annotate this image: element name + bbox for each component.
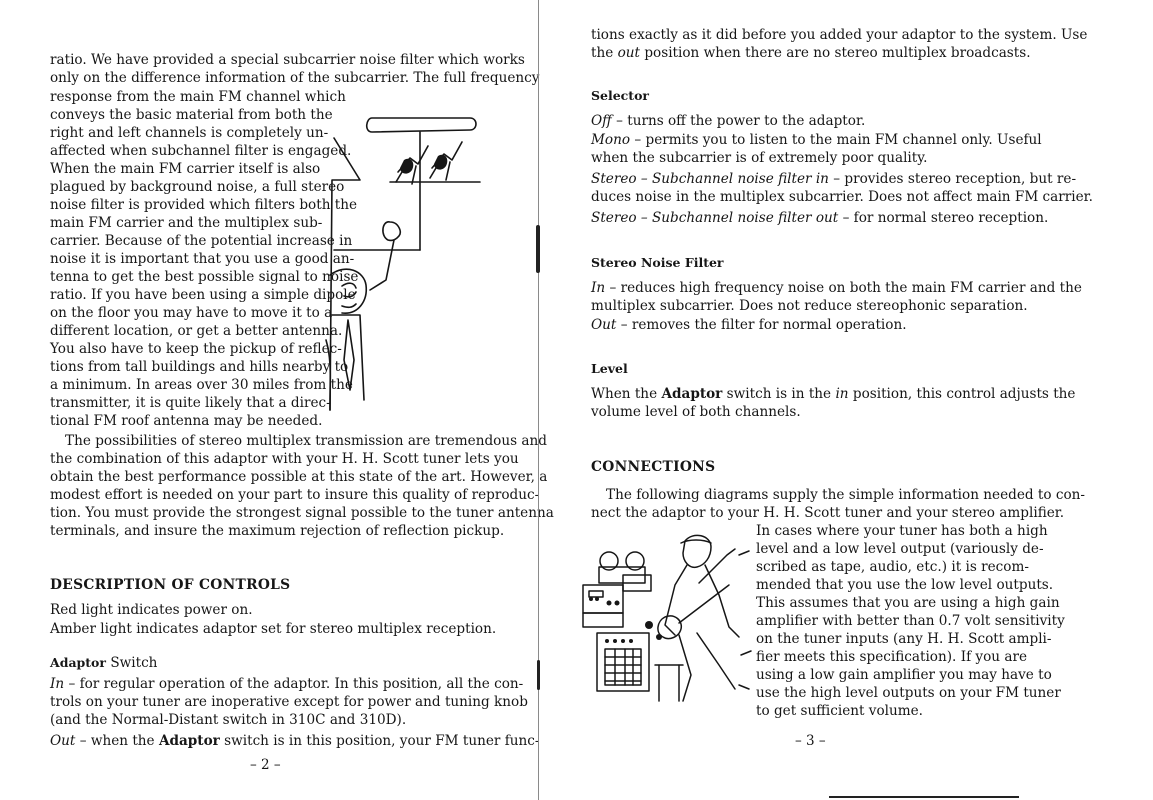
noise-in-term: In (591, 280, 606, 296)
selector-heading: Selector (591, 88, 649, 103)
connections-line: scribed as tape, audio, etc.) it is recom- (756, 559, 1029, 575)
text-line: noise it is important that you use a good an- (50, 251, 355, 267)
description-of-controls-heading: DESCRIPTION OF CONTROLS (50, 577, 291, 593)
stereo-noise-filter-heading: Stereo Noise Filter (591, 255, 724, 270)
stereo-in-desc: – provides stereo reception, but re- (833, 171, 1077, 187)
connections-line: level and a low level output (variously de- (756, 541, 1044, 557)
cont-term: out (617, 45, 640, 61)
level-line-1 (591, 385, 1076, 403)
text-line: You also have to keep the pickup of reflec- (50, 341, 342, 357)
adaptor-heading-bold: Adaptor (50, 655, 106, 670)
mono-term: Mono (591, 132, 631, 148)
cont-b: position when there are no stereo multiplex broadcasts. (644, 45, 1031, 61)
left-page (0, 0, 554, 800)
noise-out-desc: – removes the filter for normal operation. (620, 317, 907, 333)
adaptor-heading-rest: Switch (110, 655, 158, 671)
text-line: conveys the basic material from both the (50, 107, 333, 123)
stereo-out-desc: – for normal stereo reception. (842, 210, 1049, 226)
text-line: response from the main FM channel which (50, 89, 346, 105)
page-number-left: – 2 – (250, 757, 281, 773)
selector-stereo-in-cont: duces noise in the multiplex subcarrier. Does not affect main FM carrier. (591, 189, 1093, 205)
page-number-right: – 3 – (795, 733, 826, 749)
text-line: carrier. Because of the potential increase in (50, 233, 353, 249)
text-line: obtain the best performance possible at this state of the art. However, a (50, 469, 548, 485)
noise-filter-in-cont: multiplex subcarrier. Does not reduce stereophonic separation. (591, 298, 1028, 314)
text-line: on the floor you may have to move it to a (50, 305, 333, 321)
noise-in-desc: – reduces high frequency noise on both the main FM carrier and the (609, 280, 1082, 296)
red-light-text: Red light indicates power on. (50, 602, 253, 618)
amber-light-text: Amber light indicates adaptor set for stereo multiplex reception. (50, 621, 497, 637)
noise-out-term: Out (591, 317, 617, 333)
text-line: main FM carrier and the multiplex sub- (50, 215, 323, 231)
level-bold: Adaptor (661, 386, 723, 402)
right-page (538, 0, 1153, 800)
connections-line: mended that you use the low level outputs. (756, 577, 1054, 593)
in-position-line (50, 675, 523, 693)
guitar-man-illustration (579, 525, 754, 710)
connections-line: nect the adaptor to your H. H. Scott tuner and your stereo amplifier. (591, 505, 1065, 521)
selector-off-line (591, 112, 865, 130)
level-b: switch is in the (726, 386, 832, 402)
off-desc: – turns off the power to the adaptor. (616, 113, 866, 129)
text-line: The possibilities of stereo multiplex transmission are tremendous and (65, 433, 547, 449)
continued-line-1: tions exactly as it did before you added your adaptor to the system. Use (591, 27, 1088, 43)
in-line-3: (and the Normal-Distant switch in 310C and 310D). (50, 712, 407, 728)
stereo-in-term: Stereo – Subchannel noise filter in (591, 171, 829, 187)
text-line: noise filter is provided which filters both the (50, 197, 358, 213)
text-line: terminals, and insure the maximum rejection of reflection pickup. (50, 523, 505, 539)
text-line: plagued by background noise, a full stereo (50, 179, 345, 195)
out-desc-bold: Adaptor (158, 733, 220, 749)
connections-line: amplifier with better than 0.7 volt sensitivity (756, 613, 1065, 629)
selector-stereo-out-line (591, 209, 1048, 227)
text-line: When the main FM carrier itself is also (50, 161, 321, 177)
connections-line: to get sufficient volume. (756, 703, 924, 719)
text-line: ratio. If you have been using a simple dipole (50, 287, 356, 303)
text-line: tional FM roof antenna may be needed. (50, 413, 323, 429)
level-c: position, this control adjusts the (852, 386, 1076, 402)
bottom-edge-line (829, 796, 1019, 798)
in-line-2: trols on your tuner are inoperative except for power and tuning knob (50, 694, 528, 710)
level-heading: Level (591, 361, 628, 376)
in-desc: – for regular operation of the adaptor. In this position, all the con- (68, 676, 524, 692)
text-line: ratio. We have provided a special subcarrier noise filter which works (50, 52, 525, 68)
noise-filter-out-line (591, 316, 907, 334)
text-line: affected when subchannel filter is engaged. (50, 143, 352, 159)
antenna-man-illustration (320, 110, 490, 430)
text-line: modest effort is needed on your part to insure this quality of reproduc- (50, 487, 540, 503)
out-term: Out (50, 733, 76, 749)
text-line: different location, or get a better antenna. (50, 323, 343, 339)
connections-line: This assumes that you are using a high gain (756, 595, 1060, 611)
adaptor-switch-heading (50, 654, 157, 672)
text-line: tion. You must provide the strongest signal possible to the tuner antenna (50, 505, 554, 521)
level-line-2: volume level of both channels. (591, 404, 801, 420)
selector-mono-line (591, 131, 1042, 149)
text-line: tions from tall buildings and hills nearby to (50, 359, 349, 375)
mono-desc: – permits you to listen to the main FM channel only. Useful (634, 132, 1042, 148)
noise-filter-in-line (591, 279, 1082, 297)
cont-a: the (591, 45, 614, 61)
out-desc-b: switch is in this position, your FM tuner func- (224, 733, 540, 749)
text-line: the combination of this adaptor with your H. H. Scott tuner lets you (50, 451, 519, 467)
out-position-line (50, 732, 539, 750)
stereo-out-term: Stereo – Subchannel noise filter out (591, 210, 839, 226)
connections-line: The following diagrams supply the simple information needed to con- (606, 487, 1085, 503)
connections-heading: CONNECTIONS (591, 459, 716, 475)
in-term: In (50, 676, 65, 692)
connections-line: use the high level outputs on your FM tuner (756, 685, 1061, 701)
selector-mono-cont: when the subcarrier is of extremely poor quality. (591, 150, 928, 166)
level-a: When the (591, 386, 658, 402)
level-term: in (835, 386, 849, 402)
connections-line: In cases where your tuner has both a high (756, 523, 1048, 539)
text-line: a minimum. In areas over 30 miles from the (50, 377, 353, 393)
text-line: right and left channels is completely un- (50, 125, 329, 141)
text-line: tenna to get the best possible signal to noise (50, 269, 359, 285)
continued-line-2 (591, 44, 1031, 62)
binding-mark (537, 660, 540, 690)
connections-line: using a low gain amplifier you may have to (756, 667, 1052, 683)
out-desc-a: – when the (79, 733, 155, 749)
connections-line: on the tuner inputs (any H. H. Scott ampli- (756, 631, 1052, 647)
text-line: only on the difference information of the subcarrier. The full frequency (50, 70, 540, 86)
binding-mark (536, 225, 540, 273)
selector-stereo-in-line (591, 170, 1077, 188)
connections-line: fier meets this specification). If you are (756, 649, 1028, 665)
text-line: transmitter, it is quite likely that a direc- (50, 395, 331, 411)
off-term: Off (591, 113, 612, 129)
